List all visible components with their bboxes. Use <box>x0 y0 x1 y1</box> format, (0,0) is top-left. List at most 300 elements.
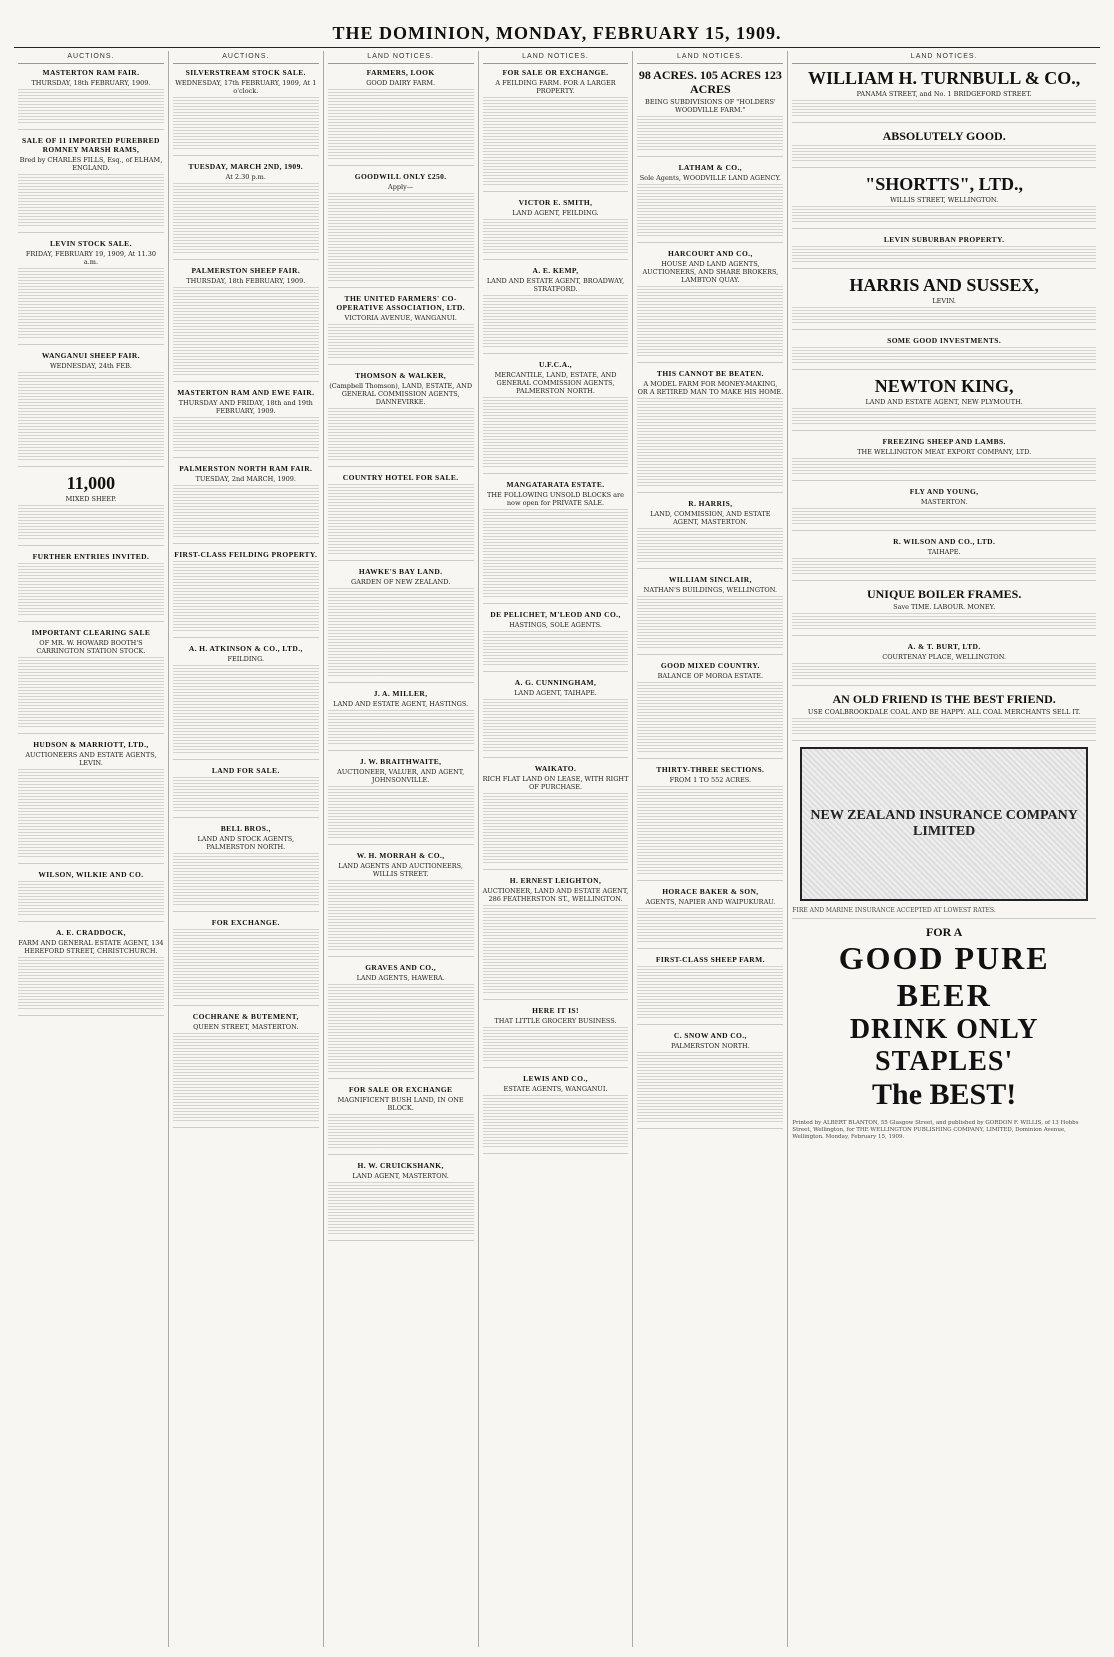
small-print <box>18 581 164 588</box>
small-print <box>637 143 783 150</box>
small-print <box>18 850 164 857</box>
small-print <box>483 424 629 431</box>
ad-body: THURSDAY, 18th FEBRUARY, 1909. <box>186 277 306 285</box>
advertisement <box>792 437 1096 481</box>
ad-subheading: UNIQUE BOILER FRAMES. <box>866 587 1022 601</box>
ad-heading: COUNTRY HOTEL FOR SALE. <box>342 473 459 482</box>
small-print <box>792 567 1096 574</box>
small-print <box>483 97 629 104</box>
small-print <box>483 228 629 235</box>
small-print <box>637 546 783 553</box>
small-print <box>483 802 629 809</box>
beer-l2: GOOD PURE BEER <box>838 940 1050 1014</box>
small-print <box>637 1061 783 1068</box>
small-print <box>328 1029 474 1036</box>
ad-heading: FOR EXCHANGE. <box>211 918 280 927</box>
small-print <box>173 201 319 208</box>
small-print <box>173 106 319 113</box>
ad-body: BALANCE OF MOROA ESTATE. <box>657 672 764 680</box>
advertisement <box>173 766 319 818</box>
small-print <box>637 917 783 924</box>
small-print <box>328 1141 474 1148</box>
ad-body: FEILDING. <box>227 655 265 663</box>
small-print <box>18 514 164 521</box>
ad-heading: A. & T. BURT, LTD. <box>907 642 981 651</box>
small-print <box>637 736 783 743</box>
small-print <box>483 313 629 320</box>
small-print <box>173 133 319 140</box>
ad-heading: H. ERNEST LEIGHTON, <box>509 876 602 885</box>
small-print <box>483 699 629 706</box>
small-print <box>328 493 474 500</box>
small-print <box>173 296 319 303</box>
advertisement <box>328 294 474 365</box>
small-print <box>328 502 474 509</box>
small-print <box>328 116 474 123</box>
small-print <box>328 669 474 676</box>
small-print <box>483 744 629 751</box>
ad-body: FROM 1 TO 552 ACRES. <box>669 776 752 784</box>
small-print <box>173 1087 319 1094</box>
ad-heading: SALE OF 11 IMPORTED PUREBRED ROMNEY MARSH RAMS, <box>22 136 160 154</box>
small-print <box>637 461 783 468</box>
small-print <box>637 966 783 973</box>
small-print <box>328 916 474 923</box>
small-print <box>328 408 474 415</box>
small-print <box>173 1060 319 1067</box>
ad-heading: W. H. MORRAH & CO., <box>356 851 445 860</box>
small-print <box>637 479 783 486</box>
small-print <box>18 899 164 906</box>
ad-heading: GOOD MIXED COUNTRY. <box>660 661 760 670</box>
small-print <box>173 880 319 887</box>
small-print <box>483 1131 629 1138</box>
ad-body: LAND AGENTS, HAWERA. <box>356 974 445 982</box>
small-print <box>173 359 319 366</box>
small-print <box>173 728 319 735</box>
ad-heading: FLY AND YOUNG, <box>909 487 979 496</box>
small-print <box>328 1191 474 1198</box>
advertisement <box>328 371 474 467</box>
ad-body: WEDNESDAY, 17th FEBRUARY, 1909, At 1 o'clock. <box>175 79 317 95</box>
small-print <box>792 622 1096 629</box>
small-print <box>328 943 474 950</box>
small-print <box>173 983 319 990</box>
small-print <box>637 134 783 141</box>
column-heading: LAND NOTICES. <box>328 51 474 64</box>
small-print <box>328 484 474 491</box>
advertisement <box>637 887 783 949</box>
small-print <box>328 202 474 209</box>
ad-heading: FREEZING SHEEP AND LAMBS. <box>882 437 1006 446</box>
ad-body: THE WELLINGTON MEAT EXPORT COMPANY, LTD. <box>857 448 1032 456</box>
small-print <box>637 623 783 630</box>
small-print <box>328 453 474 460</box>
ad-body: (Campbell Thomson), LAND, ESTATE, AND GENERAL COMMISSION AGENTS, DANNEVIRKE. <box>329 382 473 406</box>
small-print <box>328 804 474 811</box>
small-print <box>328 786 474 793</box>
small-print <box>18 98 164 105</box>
small-print <box>637 795 783 802</box>
small-print <box>483 545 629 552</box>
small-print <box>637 1088 783 1095</box>
ad-heading: FOR SALE OR EXCHANGE <box>348 1085 453 1094</box>
advertisement <box>483 266 629 354</box>
small-print <box>637 1011 783 1018</box>
small-print <box>18 304 164 311</box>
small-print <box>637 993 783 1000</box>
small-print <box>637 691 783 698</box>
small-print <box>637 398 783 405</box>
ad-body: TUESDAY, 2nd MARCH, 1909. <box>195 475 296 483</box>
small-print <box>792 613 1096 620</box>
small-print <box>637 813 783 820</box>
small-print <box>328 728 474 735</box>
ad-body: OF MR. W. HOWARD BOOTH'S CARRINGTON STATION STOCK. <box>36 639 146 655</box>
small-print <box>18 532 164 539</box>
ad-body: A MODEL FARM FOR MONEY-MAKING, OR A RETIRED MAN TO MAKE HIS HOME. <box>637 380 784 396</box>
small-print <box>173 237 319 244</box>
small-print <box>328 898 474 905</box>
small-print <box>173 597 319 604</box>
small-print <box>637 709 783 716</box>
advertisement <box>483 1074 629 1154</box>
small-print <box>483 406 629 413</box>
ad-heading: FIRST-CLASS SHEEP FARM. <box>655 955 765 964</box>
ad-body: Sole Agents, WOODVILLE LAND AGENCY. <box>639 174 781 182</box>
small-print <box>637 555 783 562</box>
printer-imprint: Printed by ALBERT BLANTON, 55 Glasgow Street, and published by GORDON F. WILLIS, of 13 Hobbs Street, Wellington, for THE WELLINGTON PUBLISHING COMPANY, LIMITED, Dominion Avenue, Wellington. Monday, February 15, 1909. <box>792 1120 1079 1141</box>
small-print <box>483 986 629 993</box>
small-print <box>18 505 164 512</box>
small-print <box>328 1056 474 1063</box>
small-print <box>637 596 783 603</box>
advertisement <box>637 249 783 363</box>
small-print <box>637 975 783 982</box>
small-print <box>483 451 629 458</box>
ad-heading: LEVIN STOCK SALE. <box>49 239 132 248</box>
column-3 <box>324 51 479 1647</box>
small-print <box>18 116 164 123</box>
small-print <box>792 508 1096 515</box>
small-print <box>18 966 164 973</box>
small-print <box>328 1182 474 1189</box>
small-print <box>18 372 164 379</box>
ad-heading: SILVERSTREAM STOCK SALE. <box>185 68 306 77</box>
small-print <box>792 255 1096 262</box>
small-print <box>483 1027 629 1034</box>
ad-body: QUEEN STREET, MASTERTON. <box>193 1023 299 1031</box>
small-print <box>328 247 474 254</box>
small-print <box>637 434 783 441</box>
masthead-rule <box>14 47 1100 48</box>
small-print <box>328 229 474 236</box>
advertisement <box>328 567 474 683</box>
small-print <box>173 947 319 954</box>
beer-l1: FOR A <box>925 925 963 940</box>
small-print <box>328 588 474 595</box>
ad-body: A FEILDING FARM. FOR A LARGER PROPERTY. <box>495 79 616 95</box>
advertisement <box>18 740 164 864</box>
advertisement <box>637 163 783 243</box>
small-print <box>18 444 164 451</box>
small-print <box>173 1114 319 1121</box>
advertisement <box>328 689 474 751</box>
ad-heading: PALMERSTON SHEEP FAIR. <box>191 266 301 275</box>
small-print <box>18 823 164 830</box>
ad-heading: HERE IT IS! <box>532 1006 579 1015</box>
small-print <box>483 133 629 140</box>
ad-body: FRIDAY, FEBRUARY 19, 1909, At 11.30 a.m. <box>25 250 156 266</box>
small-print <box>637 804 783 811</box>
small-print <box>637 528 783 535</box>
small-print <box>483 649 629 656</box>
small-print <box>483 115 629 122</box>
small-print <box>792 154 1096 161</box>
small-print <box>18 89 164 96</box>
small-print <box>637 116 783 123</box>
advertisement <box>328 172 474 288</box>
small-print <box>173 579 319 586</box>
small-print <box>18 841 164 848</box>
insurance-caption <box>792 907 1096 919</box>
small-print <box>18 599 164 606</box>
small-print <box>173 746 319 753</box>
small-print <box>18 993 164 1000</box>
small-print <box>173 588 319 595</box>
small-print <box>483 322 629 329</box>
small-print <box>483 460 629 467</box>
ad-heading: C. SNOW AND CO., <box>673 1031 747 1040</box>
small-print <box>483 717 629 724</box>
ad-heading: COCHRANE & BUTEMENT, <box>192 1012 299 1021</box>
advertisement <box>792 174 1096 229</box>
small-print <box>18 590 164 597</box>
small-print <box>328 1209 474 1216</box>
small-print <box>328 444 474 451</box>
small-print <box>483 941 629 948</box>
small-print <box>792 727 1096 734</box>
ad-body: COURTENAY PLACE, WELLINGTON. <box>882 653 1007 661</box>
advertisement <box>792 376 1096 431</box>
ad-body: ESTATE AGENTS, WANGANUI. <box>503 1085 608 1093</box>
column-5 <box>633 51 788 1647</box>
ad-body: LAND AND STOCK AGENTS, PALMERSTON NORTH. <box>197 835 295 851</box>
small-print <box>483 631 629 638</box>
small-print <box>637 840 783 847</box>
ad-body: THAT LITTLE GROCERY BUSINESS. <box>494 1017 617 1025</box>
small-print <box>792 100 1096 107</box>
advertisement <box>792 129 1096 168</box>
small-print <box>328 1038 474 1045</box>
small-print <box>483 847 629 854</box>
small-print <box>483 509 629 516</box>
small-print <box>328 107 474 114</box>
small-print <box>18 702 164 709</box>
small-print <box>637 926 783 933</box>
small-print <box>483 923 629 930</box>
small-print <box>637 632 783 639</box>
small-print <box>173 512 319 519</box>
ad-body: HASTINGS, SOLE AGENTS. <box>509 621 602 629</box>
ad-body: THURSDAY AND FRIDAY, 18th and 19th FEBRUARY, 1909. <box>178 399 313 415</box>
advertisement <box>637 765 783 881</box>
small-print <box>792 347 1096 354</box>
small-print <box>328 880 474 887</box>
ad-body: BEING SUBDIVISIONS OF "HOLDERS' WOODVILLE FARM." <box>645 98 776 114</box>
ad-heading: WILSON, WILKIE AND CO. <box>38 870 144 879</box>
ad-body: AUCTIONEER, LAND AND ESTATE AGENT, 286 FEATHERSTON ST., WELLINGTON. <box>482 887 629 903</box>
advertisement <box>637 575 783 655</box>
small-print <box>637 202 783 209</box>
small-print <box>483 397 629 404</box>
ad-display-heading: WILLIAM H. TURNBULL & CO., <box>808 68 1081 88</box>
small-print <box>18 711 164 718</box>
small-print <box>792 718 1096 725</box>
small-print <box>328 651 474 658</box>
small-print <box>483 829 629 836</box>
small-print <box>483 178 629 185</box>
column-6 <box>788 51 1100 1647</box>
advertisement <box>328 1161 474 1241</box>
small-print <box>483 977 629 984</box>
advertisement <box>328 851 474 957</box>
ad-heading: TUESDAY, MARCH 2ND, 1909. <box>188 162 304 171</box>
small-print <box>483 142 629 149</box>
advertisement <box>792 642 1096 686</box>
small-print <box>18 417 164 424</box>
small-print <box>173 115 319 122</box>
ad-heading: U.F.C.A., <box>538 360 573 369</box>
advertisement <box>173 388 319 458</box>
small-print <box>173 992 319 999</box>
advertisement <box>18 552 164 622</box>
small-print <box>173 701 319 708</box>
small-print <box>328 1132 474 1139</box>
small-print <box>18 453 164 460</box>
small-print <box>328 831 474 838</box>
advertisement <box>483 68 629 192</box>
small-print <box>173 142 319 149</box>
small-print <box>483 726 629 733</box>
small-print <box>328 907 474 914</box>
small-print <box>173 97 319 104</box>
small-print <box>173 332 319 339</box>
small-print <box>328 417 474 424</box>
small-print <box>18 908 164 915</box>
small-print <box>18 957 164 964</box>
small-print <box>483 527 629 534</box>
small-print <box>173 786 319 793</box>
advertisement <box>792 235 1096 269</box>
small-print <box>328 333 474 340</box>
small-print <box>18 608 164 615</box>
small-print <box>173 219 319 226</box>
small-print <box>483 151 629 158</box>
small-print <box>483 811 629 818</box>
small-print <box>18 390 164 397</box>
ad-display-heading: "SHORTTS", LTD., <box>865 174 1024 194</box>
small-print <box>483 518 629 525</box>
advertisement <box>792 68 1096 123</box>
small-print <box>637 641 783 648</box>
small-print <box>483 169 629 176</box>
small-print <box>18 796 164 803</box>
small-print <box>173 929 319 936</box>
advertisement <box>483 1006 629 1068</box>
small-print <box>328 934 474 941</box>
small-print <box>483 838 629 845</box>
small-print <box>328 889 474 896</box>
small-print <box>328 520 474 527</box>
small-print <box>173 938 319 945</box>
ad-body: AUCTIONEERS AND ESTATE AGENTS, LEVIN. <box>25 751 157 767</box>
advertisement <box>173 162 319 260</box>
small-print <box>328 795 474 802</box>
small-print <box>328 660 474 667</box>
insurance-logo-text: NEW ZEALAND INSURANCE COMPANY LIMITED <box>810 808 1078 839</box>
small-print <box>483 219 629 226</box>
ad-display-heading: 11,000 <box>66 473 116 493</box>
ad-body: THE FOLLOWING UNSOLD BLOCKS are now open for PRIVATE SALE. <box>487 491 624 507</box>
small-print <box>173 314 319 321</box>
small-print <box>483 246 629 253</box>
small-print <box>18 787 164 794</box>
small-print <box>18 684 164 691</box>
small-print <box>18 693 164 700</box>
ad-body: THURSDAY, 18th FEBRUARY, 1909. <box>31 79 151 87</box>
small-print <box>328 642 474 649</box>
ad-body: LAND AGENT, MASTERTON. <box>352 1172 449 1180</box>
small-print <box>637 295 783 302</box>
small-print <box>173 287 319 294</box>
small-print <box>328 426 474 433</box>
small-print <box>792 109 1096 116</box>
ad-heading: MASTERTON RAM FAIR. <box>42 68 140 77</box>
ad-body: MIXED SHEEP. <box>65 495 117 503</box>
small-print <box>173 1078 319 1085</box>
small-print <box>637 682 783 689</box>
ad-heading: PALMERSTON NORTH RAM FAIR. <box>179 464 313 473</box>
small-print <box>328 125 474 132</box>
ad-body: Apply— <box>388 183 414 191</box>
small-print <box>637 718 783 725</box>
small-print <box>173 570 319 577</box>
small-print <box>483 820 629 827</box>
advertisement <box>483 480 629 604</box>
column-heading: AUCTIONS. <box>173 51 319 64</box>
small-print <box>173 530 319 537</box>
small-print <box>328 220 474 227</box>
small-print <box>328 529 474 536</box>
small-print <box>792 672 1096 679</box>
small-print <box>173 1096 319 1103</box>
small-print <box>173 683 319 690</box>
small-print <box>637 1115 783 1122</box>
small-print <box>483 708 629 715</box>
small-print <box>328 984 474 991</box>
small-print <box>173 871 319 878</box>
small-print <box>173 228 319 235</box>
small-print <box>637 1079 783 1086</box>
ad-heading: MASTERTON RAM AND EWE FAIR. <box>177 388 315 397</box>
small-print <box>173 246 319 253</box>
small-print <box>483 1122 629 1129</box>
small-print <box>18 210 164 217</box>
small-print <box>18 381 164 388</box>
small-print <box>483 433 629 440</box>
small-print <box>637 1052 783 1059</box>
